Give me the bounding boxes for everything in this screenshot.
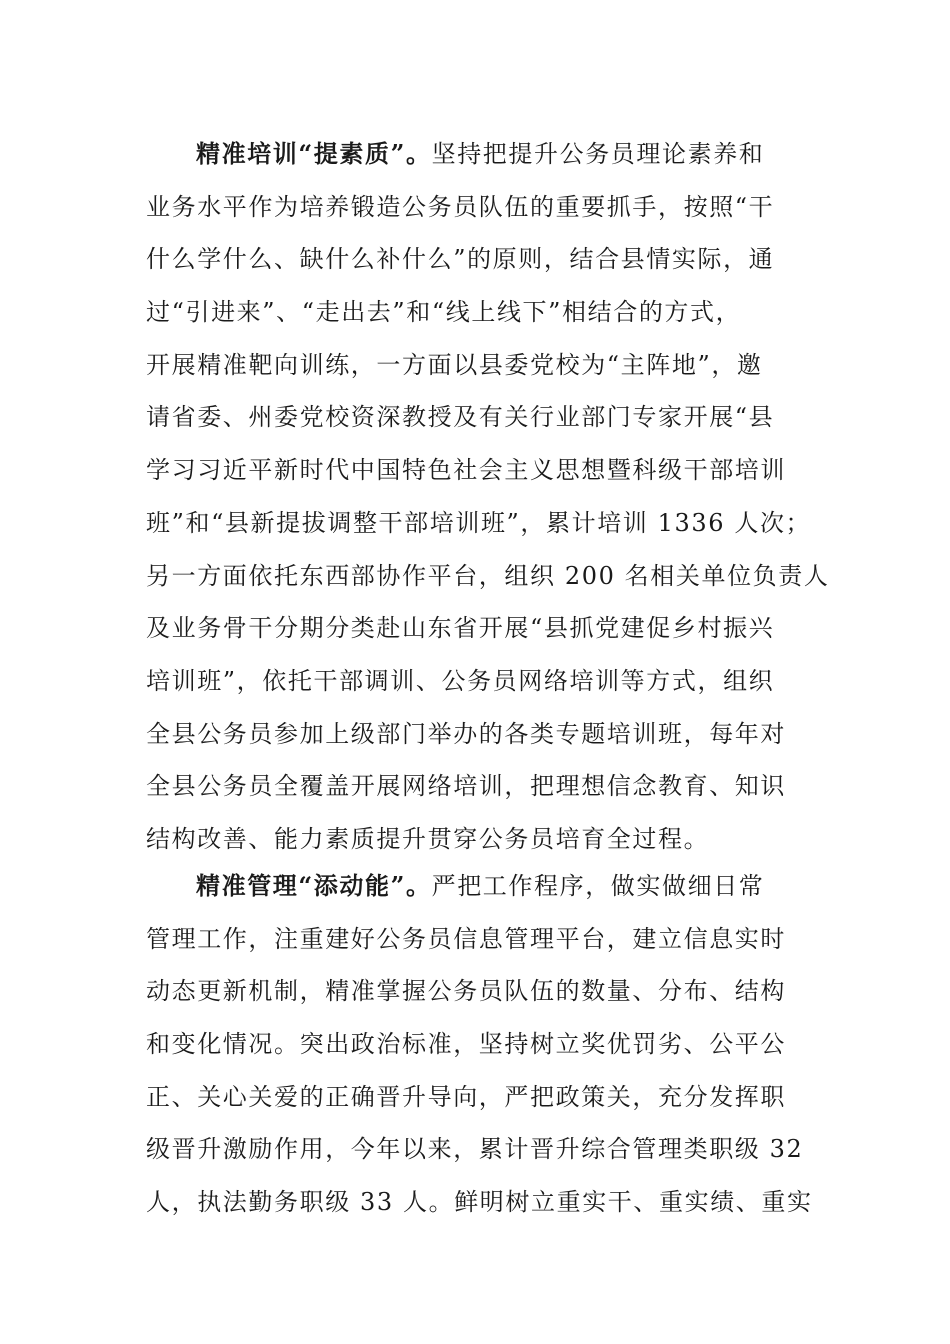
paragraph-line: 过“引进来”、“走出去”和“线上线下”相结合的方式， (146, 298, 742, 327)
paragraph-text: 坚持把提升公务员理论素养和 (431, 140, 765, 168)
paragraph-line: 动态更新机制，精准掌握公务员队伍的数量、分布、结构 (146, 977, 786, 1006)
paragraph-line: 业务水平作为培养锻造公务员队伍的重要抓手，按照“干 (146, 192, 775, 221)
paragraph-line: 正、关心关爱的正确晋升导向，严把政策关，充分发挥职 (146, 1082, 786, 1111)
paragraph-line: 人，执法勤务职级 33 人。鲜明树立重实干、重实绩、重实 (146, 1188, 813, 1217)
paragraph-line: 另一方面依托东西部协作平台，组织 200 名相关单位负责人 (146, 561, 830, 590)
paragraph-line (146, 128, 806, 181)
paragraph-text: 严把工作程序，做实做细日常 (431, 872, 765, 900)
paragraph-line: 管理工作，注重建好公务员信息管理平台，建立信息实时 (146, 924, 786, 953)
paragraph-line: 班”和“县新提拔调整干部培训班”，累计培训 1336 人次； (146, 508, 812, 537)
paragraph-heading: 精准培训“提素质”。 (196, 139, 432, 168)
paragraph-line: 学习习近平新时代中国特色社会主义思想暨科级干部培训 (146, 456, 786, 485)
paragraph-line: 结构改善、能力素质提升贯穿公务员培育全过程。 (146, 824, 710, 853)
paragraph-line: 全县公务员参加上级部门举办的各类专题培训班，每年对 (146, 719, 786, 748)
paragraph-precise-management (146, 860, 813, 1229)
paragraph-line: 全县公务员全覆盖开展网络培训，把理想信念教育、知识 (146, 772, 786, 801)
paragraph-line: 及业务骨干分期分类赴山东省开展“县抓党建促乡村振兴 (146, 614, 775, 643)
paragraph-line: 培训班”，依托干部调训、公务员网络培训等方式，组织 (146, 666, 775, 695)
paragraph-line: 什么学什么、缺什么补什么”的原则，结合县情实际，通 (146, 245, 775, 274)
paragraph-line: 级晋升激励作用，今年以来，累计晋升综合管理类职级 32 (146, 1135, 804, 1164)
paragraph-line: 和变化情况。突出政治标准，坚持树立奖优罚劣、公平公 (146, 1030, 786, 1059)
paragraph-heading: 精准管理“添动能”。 (196, 871, 432, 900)
paragraph-line (146, 860, 806, 913)
paragraph-line: 请省委、州委党校资深教授及有关行业部门专家开展“县 (146, 403, 775, 432)
paragraph-precise-training (146, 128, 830, 866)
paragraph-line: 开展精准靶向训练，一方面以县委党校为“主阵地”，邀 (146, 350, 763, 379)
